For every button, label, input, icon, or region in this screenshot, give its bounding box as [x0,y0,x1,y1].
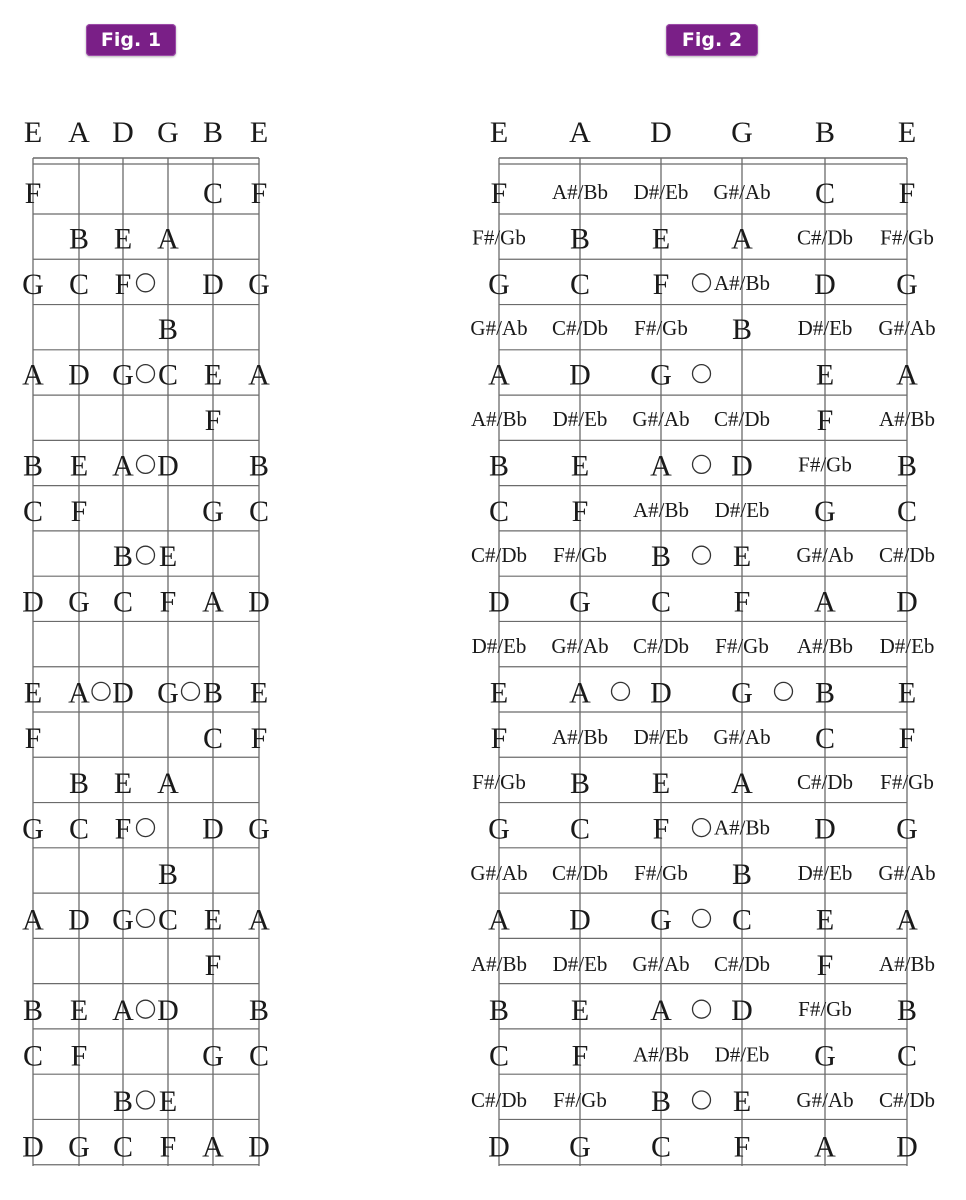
note-label: F [571,494,589,528]
sharp-flat-note-label: A#/Bb [632,1042,690,1067]
note-label: F [114,267,132,301]
note-label: F [24,721,42,755]
sharp-flat-note-label: D#/Eb [552,407,608,431]
note-label: A [248,358,270,392]
sharp-flat-note-label: A#/Bb [632,497,690,522]
note-label: G [814,1039,836,1073]
note-label: C [488,1039,510,1073]
sharp-flat-note-label: F#/Gb [715,634,769,658]
note-label: D [650,676,672,710]
sharp-flat-note-label: G#/Ab [551,634,609,658]
note-label: C [68,267,90,301]
note-label: A [896,358,918,392]
note-label: F [204,404,222,437]
fret-marker-dot [693,274,711,292]
note-label: G [112,903,134,937]
sharp-flat-note-label: G#/Ab [632,951,690,976]
note-label: C [814,177,836,210]
note-label: F [898,177,916,210]
note-label: E [570,449,590,483]
note-label: G [68,585,90,619]
note-label: D [248,585,270,619]
open-string-label: E [23,116,43,149]
note-label: G [202,494,224,528]
fret-marker-dot [693,546,711,564]
note-label: A [650,994,672,1028]
sharp-flat-note-label: C#/Db [713,951,771,976]
sharp-flat-note-label: F#/Gb [634,861,688,885]
fret-marker-dot [775,682,793,700]
note-label: G [650,903,672,937]
note-label: G [896,812,918,846]
sharp-flat-note-label: F#/Gb [472,225,526,250]
note-label: C [202,721,224,755]
note-label: D [731,994,753,1028]
open-string-label: G [157,116,179,149]
note-label: G [488,812,510,846]
note-label: E [113,222,133,256]
note-label: B [731,858,753,891]
sharp-flat-note-label: D#/Eb [797,861,853,885]
sharp-flat-note-label: A#/Bb [878,951,936,976]
note-label: E [249,676,269,710]
fret-marker-dot [137,819,155,837]
sharp-flat-note-label: A#/Bb [796,634,854,658]
sharp-flat-note-label: F#/Gb [798,997,852,1022]
note-label: C [731,903,753,937]
note-label: B [650,1085,672,1118]
note-label: D [896,1130,918,1164]
fret-marker-dot [182,682,200,700]
sharp-flat-note-label: G#/Ab [878,861,936,885]
sharp-flat-note-label: C#/Db [878,543,936,568]
note-label: G [896,267,918,301]
note-label: A [814,1130,836,1164]
note-label: F [816,948,834,982]
note-label: F [70,494,88,528]
note-label: F [816,404,834,437]
note-label: A [22,903,44,937]
note-label: C [202,177,224,210]
note-label: D [814,267,836,301]
note-label: F [204,948,222,982]
note-label: A [488,903,510,937]
sharp-flat-note-label: F#/Gb [634,316,688,341]
note-label: G [248,812,270,846]
note-label: D [68,903,90,937]
fret-marker-dot [137,1000,155,1018]
note-label: A [157,767,179,801]
note-label: B [814,676,836,710]
note-label: F [733,585,751,619]
note-label: E [23,676,43,710]
fig-1-label: Fig. 1 [86,24,176,56]
note-label: D [157,449,179,483]
sharp-flat-note-label: F#/Gb [798,452,852,477]
sharp-flat-note-label: C#/Db [470,1088,528,1112]
fret-marker-dot [693,1000,711,1018]
sharp-flat-note-label: C#/Db [796,225,854,250]
note-label: B [22,449,44,483]
note-label: B [68,767,90,801]
note-label: D [157,994,179,1028]
note-label: E [815,903,835,937]
note-label: D [202,812,224,846]
sharp-flat-note-label: C#/Db [470,543,528,568]
note-label: E [897,676,917,710]
open-string-label: A [569,116,591,149]
fig-2-label: Fig. 2 [666,24,758,56]
note-label: D [22,1130,44,1164]
note-label: D [112,676,134,710]
sharp-flat-note-label: G#/Ab [470,861,528,885]
fret-marker-dot [137,546,155,564]
sharp-flat-note-label: G#/Ab [713,724,771,749]
sharp-flat-note-label: G#/Ab [796,1088,854,1112]
sharp-flat-note-label: G#/Ab [878,316,936,341]
note-label: F [490,721,508,755]
note-label: E [158,1085,178,1118]
note-label: F [250,177,268,210]
note-label: D [488,1130,510,1164]
fret-marker-dot [693,365,711,383]
note-label: G [112,358,134,392]
note-label: E [815,358,835,392]
open-string-label: B [202,116,224,149]
open-string-label: E [249,116,269,149]
note-label: G [569,585,591,619]
note-label: C [488,494,510,528]
open-string-label: E [897,116,917,149]
open-string-label: G [731,116,753,149]
sharp-flat-note-label: G#/Ab [470,316,528,341]
note-label: B [650,540,672,574]
sharp-flat-note-label: C#/Db [551,861,609,885]
sharp-flat-note-label: F#/Gb [472,770,526,795]
sharp-flat-note-label: F#/Gb [880,225,934,250]
note-label: C [157,358,179,392]
note-label: F [250,721,268,755]
note-label: C [896,494,918,528]
open-string-label: D [112,116,134,149]
note-label: B [569,222,591,256]
fret-marker-dot [693,909,711,927]
note-label: B [112,1085,134,1118]
sharp-flat-note-label: F#/Gb [553,1088,607,1112]
fret-marker-dot [693,819,711,837]
sharp-flat-note-label: G#/Ab [632,407,690,431]
note-label: D [68,358,90,392]
note-label: D [814,812,836,846]
fret-marker-dot [137,274,155,292]
note-label: G [22,267,44,301]
sharp-flat-note-label: A#/Bb [470,407,528,431]
note-label: E [158,540,178,574]
sharp-flat-note-label: D#/Eb [797,316,853,341]
note-label: E [69,449,89,483]
fret-marker-dot [92,682,110,700]
note-label: G [488,267,510,301]
note-label: E [651,222,671,256]
note-label: C [814,721,836,755]
note-label: D [569,358,591,392]
note-label: C [569,267,591,301]
note-label: B [157,313,179,347]
note-label: E [203,358,223,392]
note-label: G [22,812,44,846]
note-label: F [114,812,132,846]
note-label: F [898,721,916,755]
open-string-label: B [814,116,836,149]
sharp-flat-note-label: A#/Bb [713,815,771,840]
fret-marker-dot [612,682,630,700]
sharp-flat-note-label: F#/Gb [553,543,607,568]
note-label: B [488,994,510,1028]
note-label: D [488,585,510,619]
note-label: F [652,267,670,301]
fig-1-fretboard [22,116,270,1166]
note-label: A [569,676,591,710]
note-label: F [159,1130,177,1164]
note-label: D [569,903,591,937]
note-label: F [490,177,508,210]
sharp-flat-note-label: C#/Db [878,1088,936,1112]
open-string-label: E [489,116,509,149]
fret-marker-dot [137,455,155,473]
note-label: A [202,1130,224,1164]
note-label: C [896,1039,918,1073]
fret-marker-dot [693,1091,711,1109]
sharp-flat-note-label: A#/Bb [470,951,528,976]
note-label: A [650,449,672,483]
note-label: G [68,1130,90,1164]
note-label: E [651,767,671,801]
note-label: B [22,994,44,1028]
sharp-flat-note-label: D#/Eb [552,951,608,976]
note-label: C [569,812,591,846]
fig-2-fretboard [470,116,935,1166]
note-label: D [896,585,918,619]
note-label: G [202,1039,224,1073]
sharp-flat-note-label: D#/Eb [879,634,935,658]
note-label: A [896,903,918,937]
sharp-flat-note-label: F#/Gb [880,770,934,795]
note-label: B [68,222,90,256]
note-label: G [731,676,753,710]
note-label: A [68,676,90,710]
note-label: E [570,994,590,1028]
note-label: F [733,1130,751,1164]
note-label: G [650,358,672,392]
fret-marker-dot [137,365,155,383]
sharp-flat-note-label: D#/Eb [633,180,689,204]
note-label: F [70,1039,88,1073]
note-label: A [814,585,836,619]
note-label: C [248,1039,270,1073]
note-label: C [157,903,179,937]
sharp-flat-note-label: C#/Db [551,316,609,341]
note-label: A [22,358,44,392]
note-label: F [652,812,670,846]
note-label: C [650,585,672,619]
note-label: B [731,313,753,347]
note-label: B [896,449,918,483]
note-label: G [157,676,179,710]
note-label: F [24,177,42,210]
fret-marker-dot [137,909,155,927]
note-label: E [203,903,223,937]
sharp-flat-note-label: G#/Ab [713,180,771,204]
open-string-label: D [650,116,672,149]
sharp-flat-note-label: A#/Bb [551,724,609,749]
note-label: A [157,222,179,256]
note-label: A [112,449,134,483]
note-label: C [112,585,134,619]
note-label: A [202,585,224,619]
open-string-label: A [68,116,90,149]
sharp-flat-note-label: D#/Eb [714,497,770,522]
note-label: B [569,767,591,801]
note-label: C [22,494,44,528]
note-label: E [732,540,752,574]
note-label: A [112,994,134,1028]
sharp-flat-note-label: C#/Db [632,634,690,658]
sharp-flat-note-label: C#/Db [713,407,771,431]
fret-marker-dot [693,455,711,473]
note-label: G [569,1130,591,1164]
sharp-flat-note-label: A#/Bb [551,180,609,204]
note-label: B [157,858,179,891]
note-label: C [112,1130,134,1164]
note-label: C [68,812,90,846]
note-label: C [22,1039,44,1073]
note-label: E [732,1085,752,1118]
note-label: D [22,585,44,619]
note-label: B [112,540,134,574]
note-label: B [896,994,918,1028]
note-label: B [202,676,224,710]
sharp-flat-note-label: D#/Eb [471,634,527,658]
note-label: C [248,494,270,528]
note-label: G [814,494,836,528]
sharp-flat-note-label: A#/Bb [713,270,771,295]
note-label: F [159,585,177,619]
note-label: B [248,994,270,1028]
note-label: E [113,767,133,801]
note-label: B [488,449,510,483]
note-label: G [248,267,270,301]
sharp-flat-note-label: A#/Bb [878,407,936,431]
note-label: A [248,903,270,937]
sharp-flat-note-label: C#/Db [796,770,854,795]
note-label: F [571,1039,589,1073]
note-label: A [731,767,753,801]
note-label: A [488,358,510,392]
sharp-flat-note-label: G#/Ab [796,543,854,568]
note-label: B [248,449,270,483]
fret-marker-dot [137,1091,155,1109]
note-label: D [731,449,753,483]
note-label: E [69,994,89,1028]
note-label: C [650,1130,672,1164]
note-label: D [202,267,224,301]
note-label: D [248,1130,270,1164]
sharp-flat-note-label: D#/Eb [714,1042,770,1067]
note-label: E [489,676,509,710]
note-label: A [731,222,753,256]
sharp-flat-note-label: D#/Eb [633,724,689,749]
